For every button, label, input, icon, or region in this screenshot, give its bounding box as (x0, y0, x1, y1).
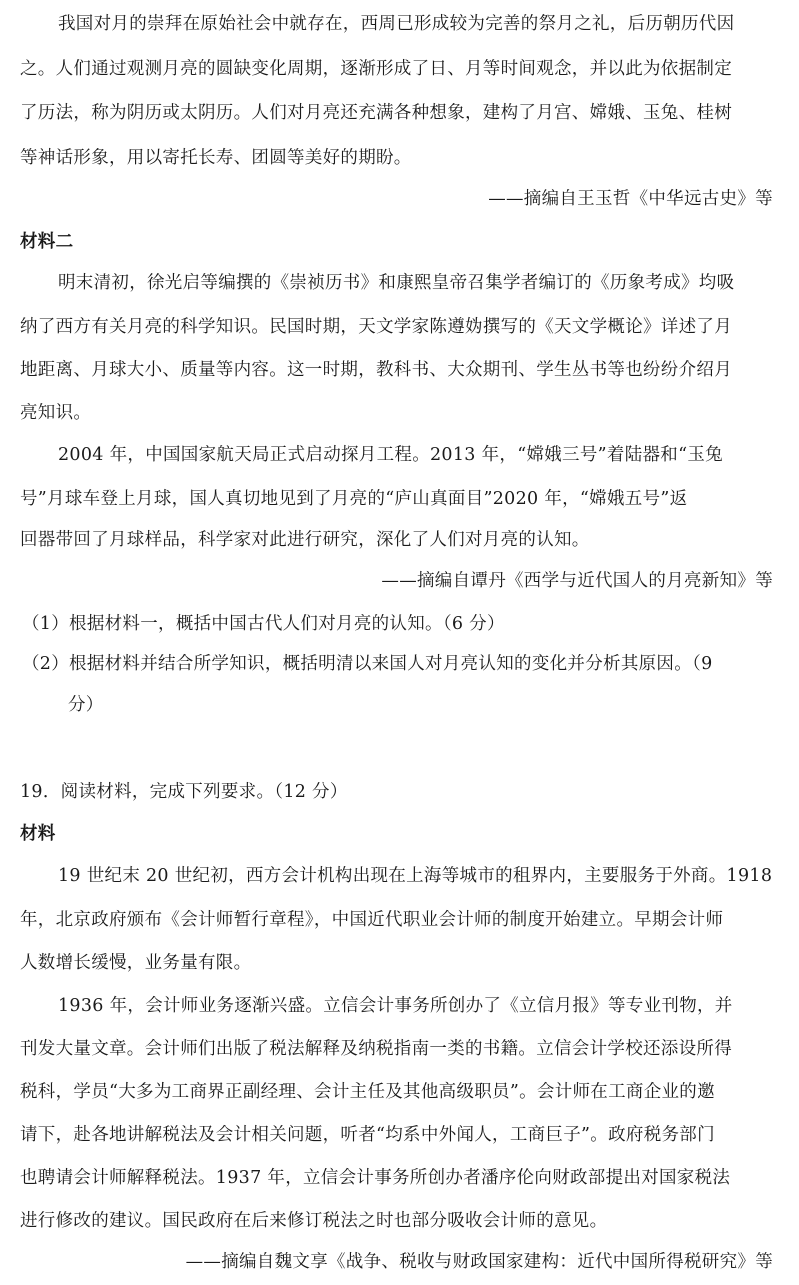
q19-para1-line-2: 年，北京政府颁布《会计师暂行章程》，中国近代职业会计师的制度开始建立。早期会计师 (20, 910, 724, 930)
q19-para2-line-1: 1936 年，会计师业务逐渐兴盛。立信会计事务所创办了《立信月报》等专业刊物，并 (58, 996, 733, 1016)
material2-para1-line-3: 地距离、月球大小、质量等内容。这一时期，教科书、大众期刊、学生丛书等也纷纷介绍月 (20, 360, 732, 380)
q19-para2-line-2: 刊发大量文章。会计师们出版了税法解释及纳税指南一类的书籍。立信会计学校还添设所得 (20, 1039, 732, 1059)
material2-para2-line-1: 2004 年，中国国家航天局正式启动探月工程。2013 年，“嫦娥三号”着陆器和“玉兔 (58, 445, 723, 465)
material2-heading: 材料二 (20, 232, 74, 252)
question-19-source: ——摘编自魏文享《战争、税收与财政国家建构：近代中国所得税研究》等 (185, 1252, 773, 1272)
material1-line-3: 了历法，称为阴历或太阴历。人们对月亮还充满各种想象，建构了月宫、嫦娥、玉兔、桂树 (20, 103, 732, 123)
material2-para1-line-2: 纳了西方有关月亮的科学知识。民国时期，天文学家陈遵妫撰写的《天文学概论》详述了月 (20, 317, 732, 337)
material1-line-2: 之。人们通过观测月亮的圆缺变化周期，逐渐形成了日、月等时间观念，并以此为依据制定 (20, 59, 732, 79)
question-19-title: 19．阅读材料，完成下列要求。（12 分） (20, 782, 348, 802)
question-1: （1）根据材料一，概括中国古代人们对月亮的认知。（6 分） (22, 614, 505, 634)
material1-line-1: 我国对月的崇拜在原始社会中就存在，西周已形成较为完善的祭月之礼，后历朝历代因 (58, 14, 735, 34)
question-2-line-2: 分） (68, 695, 104, 715)
q19-para2-line-6: 进行修改的建议。国民政府在后来修订税法之时也部分吸收会计师的意见。 (20, 1211, 608, 1231)
material1-line-4: 等神话形象，用以寄托长寿、团圆等美好的期盼。 (20, 148, 412, 168)
material2-para2-line-3: 回器带回了月球样品，科学家对此进行研究，深化了人们对月亮的认知。 (20, 530, 590, 550)
question-19-material-heading: 材料 (20, 824, 56, 844)
material2-para2-line-2: 号”月球车登上月球，国人真切地见到了月亮的“庐山真面目”2020 年，“嫦娥五号”返 (20, 489, 688, 509)
material2-para1-line-1: 明末清初，徐光启等编撰的《崇祯历书》和康熙皇帝召集学者编订的《历象考成》均吸 (58, 273, 735, 293)
material2-source: ——摘编自谭丹《西学与近代国人的月亮新知》等 (381, 571, 773, 591)
q19-para2-line-4: 请下，赴各地讲解税法及会计相关问题，听者“均系中外闻人，工商巨子”。政府税务部门 (20, 1125, 715, 1145)
q19-para2-line-3: 税科，学员“大多为工商界正副经理、会计主任及其他高级职员”。会计师在工商企业的邀 (20, 1082, 715, 1102)
material2-para1-line-4: 亮知识。 (20, 403, 92, 423)
q19-para1-line-1: 19 世纪末 20 世纪初，西方会计机构出现在上海等城市的租界内，主要服务于外商。1918 (58, 866, 773, 886)
q19-para1-line-3: 人数增长缓慢，业务量有限。 (20, 953, 252, 973)
material1-source: ——摘编自王玉哲《中华远古史》等 (488, 189, 773, 209)
question-2-line-1: （2）根据材料并结合所学知识，概括明清以来国人对月亮认知的变化并分析其原因。（9 (22, 654, 713, 674)
q19-para2-line-5: 也聘请会计师解释税法。1937 年，立信会计事务所创办者潘序伦向财政部提出对国家税法 (20, 1168, 731, 1188)
